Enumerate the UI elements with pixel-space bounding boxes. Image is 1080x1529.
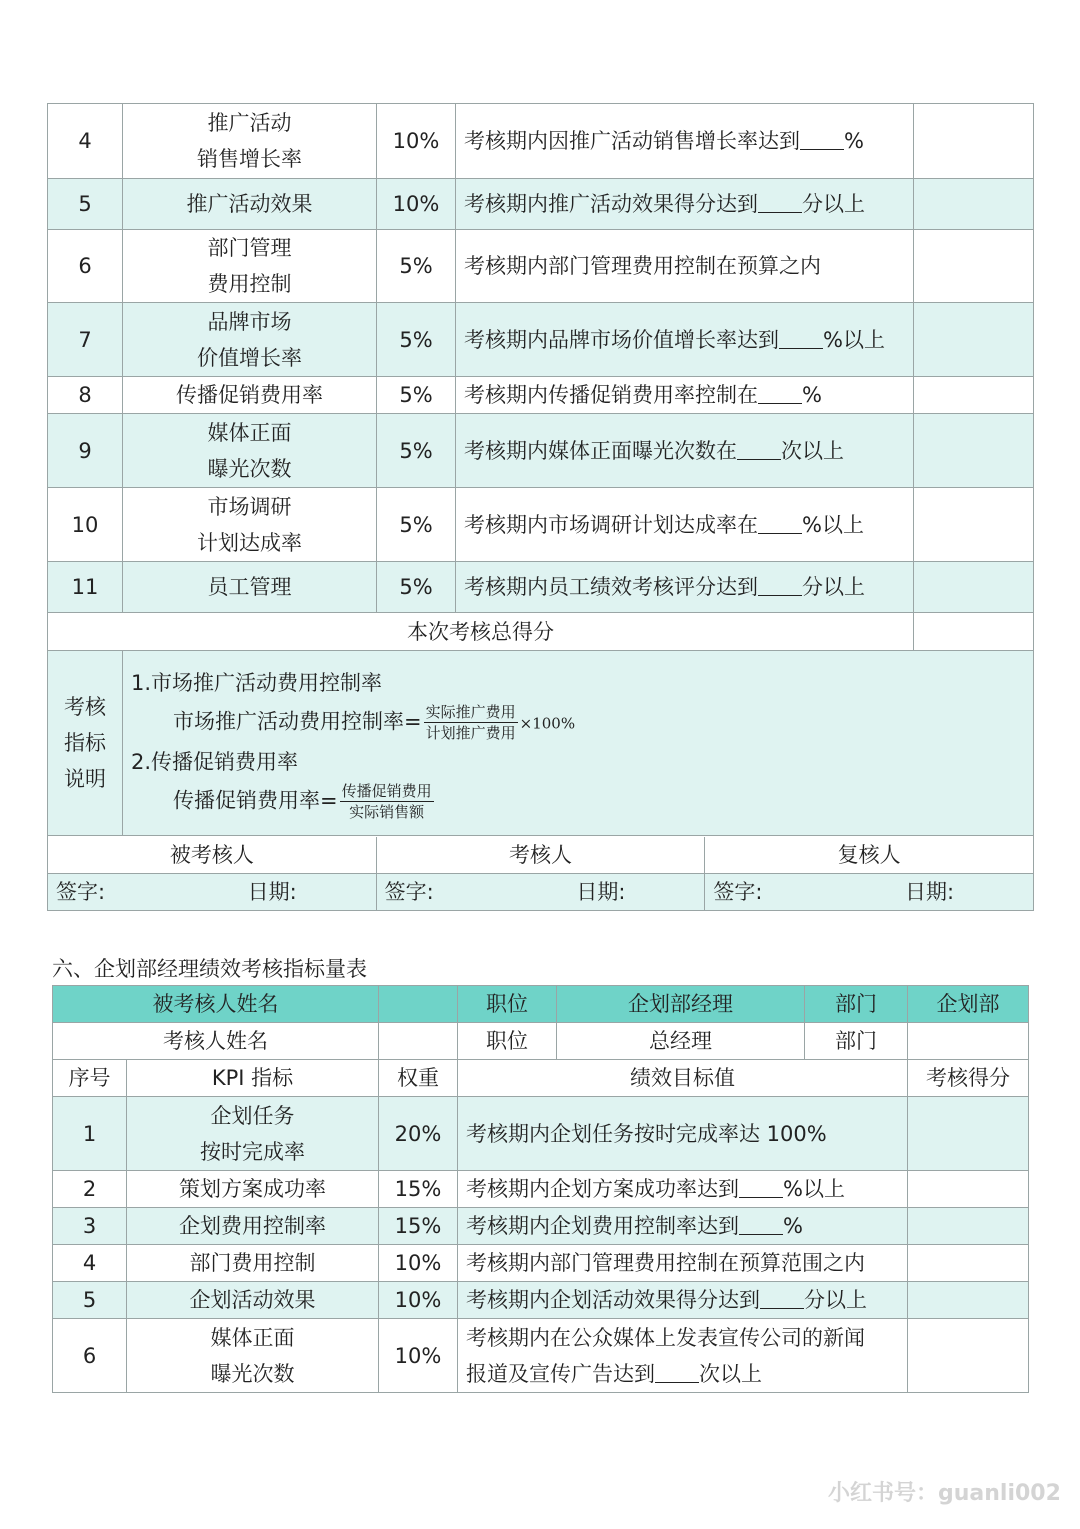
row-number: 1 xyxy=(53,1097,127,1171)
total-score-row xyxy=(48,613,1034,651)
table-row xyxy=(48,414,1034,488)
score-cell[interactable] xyxy=(908,1245,1029,1282)
score-cell[interactable] xyxy=(914,230,1034,303)
table-row xyxy=(53,1171,1029,1208)
total-score-cell[interactable] xyxy=(914,613,1034,651)
position-value: 总经理 xyxy=(557,1023,805,1060)
table-row xyxy=(53,1245,1029,1282)
target-value: 考核期内部门管理费用控制在预算之内 xyxy=(456,230,914,303)
kpi-name: 企划任务 按时完成率 xyxy=(127,1097,379,1171)
weight: 5% xyxy=(377,562,456,613)
weight: 10% xyxy=(379,1319,458,1393)
sign-field[interactable]: 签字: xyxy=(56,880,106,904)
position-label: 职位 xyxy=(458,1023,557,1060)
table-row xyxy=(48,179,1034,230)
row-number: 10 xyxy=(48,488,123,562)
col-target: 绩效目标值 xyxy=(458,1060,908,1097)
header-row-assessor xyxy=(53,1023,1029,1060)
weight: 5% xyxy=(377,488,456,562)
formula-2: 传播促销费用率= $\frac{\text{传播促销费用}}{\text{实际销售额}}$ xyxy=(173,782,432,821)
weight: 5% xyxy=(377,414,456,488)
col-score: 考核得分 xyxy=(908,1060,1029,1097)
weight: 10% xyxy=(379,1245,458,1282)
dept-value: 企划部 xyxy=(908,986,1029,1023)
target-value: 考核期内企划任务按时完成率达 100% xyxy=(458,1097,908,1171)
score-cell[interactable] xyxy=(908,1208,1029,1245)
kpi-table-continued xyxy=(47,103,1034,911)
table-row xyxy=(48,377,1034,414)
total-score-label: 本次考核总得分 xyxy=(48,613,914,651)
score-cell[interactable] xyxy=(908,1097,1029,1171)
row-number: 5 xyxy=(53,1282,127,1319)
position-label: 职位 xyxy=(458,986,557,1023)
row-number: 8 xyxy=(48,377,123,414)
score-cell[interactable] xyxy=(908,1282,1029,1319)
dept-label: 部门 xyxy=(805,986,908,1023)
col-weight: 权重 xyxy=(379,1060,458,1097)
date-field[interactable]: 日期: xyxy=(247,880,297,904)
formula-1-title: 1.市场推广活动费用控制率 xyxy=(131,671,383,695)
target-value: 考核期内品牌市场价值增长率达到 %以上 xyxy=(456,303,914,377)
sign-field[interactable]: 签字: xyxy=(713,880,763,904)
section-title: 六、企划部经理绩效考核指标量表 xyxy=(52,957,367,981)
kpi-name: 媒体正面 曝光次数 xyxy=(123,414,377,488)
table-row xyxy=(53,1097,1029,1171)
row-number: 11 xyxy=(48,562,123,613)
kpi-name: 品牌市场 价值增长率 xyxy=(123,303,377,377)
score-cell[interactable] xyxy=(908,1319,1029,1393)
row-number: 6 xyxy=(53,1319,127,1393)
row-number: 7 xyxy=(48,303,123,377)
assessed-name-label: 被考核人姓名 xyxy=(53,986,379,1023)
target-value: 考核期内推广活动效果得分达到 分以上 xyxy=(456,179,914,230)
formula-2-title: 2.传播促销费用率 xyxy=(131,750,299,774)
col-kpi: KPI 指标 xyxy=(127,1060,379,1097)
row-number: 2 xyxy=(53,1171,127,1208)
score-cell[interactable] xyxy=(914,488,1034,562)
row-number: 5 xyxy=(48,179,123,230)
weight: 5% xyxy=(377,303,456,377)
table-row xyxy=(48,488,1034,562)
table-row xyxy=(53,1319,1029,1393)
score-cell[interactable] xyxy=(908,1171,1029,1208)
kpi-name: 市场调研 计划达成率 xyxy=(123,488,377,562)
kpi-name: 企划活动效果 xyxy=(127,1282,379,1319)
target-value: 考核期内传播促销费用率控制在 % xyxy=(456,377,914,414)
target-value: 考核期内员工绩效考核评分达到 分以上 xyxy=(456,562,914,613)
kpi-name: 部门管理 费用控制 xyxy=(123,230,377,303)
row-number: 4 xyxy=(53,1245,127,1282)
explanation-content xyxy=(123,651,1034,836)
target-value: 考核期内在公众媒体上发表宣传公司的新闻 报道及宣传广告达到 次以上 xyxy=(458,1319,908,1393)
row-number: 6 xyxy=(48,230,123,303)
kpi-name: 部门费用控制 xyxy=(127,1245,379,1282)
score-cell[interactable] xyxy=(914,303,1034,377)
date-field[interactable]: 日期: xyxy=(905,880,955,904)
indicator-explanation-row xyxy=(48,651,1034,836)
row-number: 9 xyxy=(48,414,123,488)
weight: 5% xyxy=(377,230,456,303)
formula-1: 市场推广活动费用控制率= $\frac{\text{实际推广费用}}{\text{计划推广费用}}$ ×100% xyxy=(173,703,576,742)
signoff-header-row xyxy=(48,836,1034,874)
target-value: 考核期内企划费用控制率达到 % xyxy=(458,1208,908,1245)
kpi-name: 传播促销费用率 xyxy=(123,377,377,414)
assessor-name-value[interactable] xyxy=(379,1023,458,1060)
date-field[interactable]: 日期: xyxy=(576,880,626,904)
kpi-name: 员工管理 xyxy=(123,562,377,613)
kpi-name: 媒体正面 曝光次数 xyxy=(127,1319,379,1393)
weight: 5% xyxy=(377,377,456,414)
col-num: 序号 xyxy=(53,1060,127,1097)
table-row xyxy=(48,104,1034,179)
score-cell[interactable] xyxy=(914,377,1034,414)
score-cell[interactable] xyxy=(914,104,1034,179)
dept-value[interactable] xyxy=(908,1023,1029,1060)
score-cell[interactable] xyxy=(914,179,1034,230)
signoff-row xyxy=(48,874,1034,911)
kpi-name: 策划方案成功率 xyxy=(127,1171,379,1208)
score-cell[interactable] xyxy=(914,562,1034,613)
watermark: 小红书号：guanli002 xyxy=(828,1481,1061,1506)
header-row-assessed xyxy=(53,986,1029,1023)
explanation-label: 考核 指标 说明 xyxy=(48,651,123,836)
target-value: 考核期内因推广活动销售增长率达到 % xyxy=(456,104,914,179)
kpi-name: 企划费用控制率 xyxy=(127,1208,379,1245)
weight: 10% xyxy=(379,1282,458,1319)
score-cell[interactable] xyxy=(914,414,1034,488)
target-value: 考核期内企划方案成功率达到 %以上 xyxy=(458,1171,908,1208)
reviewer-label: 复核人 xyxy=(837,842,901,867)
row-number: 3 xyxy=(53,1208,127,1245)
table-row xyxy=(48,562,1034,613)
assessed-name-value[interactable] xyxy=(379,986,458,1023)
planning-manager-kpi-table xyxy=(52,985,1029,1393)
table-row xyxy=(53,1208,1029,1245)
target-value: 考核期内媒体正面曝光次数在 次以上 xyxy=(456,414,914,488)
weight: 20% xyxy=(379,1097,458,1171)
weight: 10% xyxy=(377,179,456,230)
target-value: 考核期内部门管理费用控制在预算范围之内 xyxy=(458,1245,908,1282)
position-value: 企划部经理 xyxy=(557,986,805,1023)
weight: 15% xyxy=(379,1208,458,1245)
table-row xyxy=(48,230,1034,303)
target-value: 考核期内市场调研计划达成率在 %以上 xyxy=(456,488,914,562)
target-value: 考核期内企划活动效果得分达到 分以上 xyxy=(458,1282,908,1319)
column-header-row xyxy=(53,1060,1029,1097)
assessor-name-label: 考核人姓名 xyxy=(53,1023,379,1060)
row-number: 4 xyxy=(48,104,123,179)
sign-field[interactable]: 签字: xyxy=(384,880,434,904)
table-row xyxy=(48,303,1034,377)
weight: 10% xyxy=(377,104,456,179)
assessor-label: 考核人 xyxy=(377,837,706,873)
assessed-person-label: 被考核人 xyxy=(48,837,377,873)
table-row xyxy=(53,1282,1029,1319)
dept-label: 部门 xyxy=(805,1023,908,1060)
kpi-name: 推广活动效果 xyxy=(123,179,377,230)
weight: 15% xyxy=(379,1171,458,1208)
kpi-name: 推广活动 销售增长率 xyxy=(123,104,377,179)
